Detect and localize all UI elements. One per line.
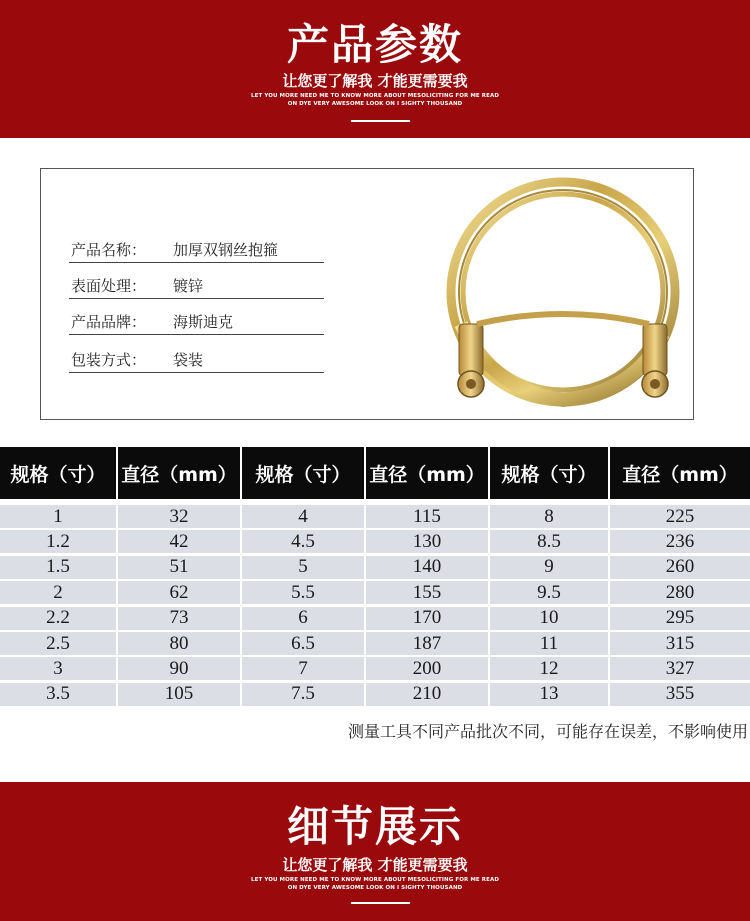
table-cell-diameter-2: 210 [366,683,488,706]
info-label: 产品品牌： [71,313,147,331]
table-header-spec-2: 规格（寸） [242,447,364,499]
bottom-banner [0,782,750,921]
table-cell-diameter-2: 115 [366,505,488,528]
table-cell-spec-3: 13 [490,683,608,706]
table-header-spec-3: 规格（寸） [490,447,608,499]
table-cell-diameter-1: 51 [118,556,240,579]
table-cell-spec-3: 12 [490,657,608,680]
table-cell-diameter-2: 170 [366,607,488,630]
table-cell-diameter-3: 280 [610,581,750,604]
table-cell-diameter-3: 315 [610,632,750,655]
table-cell-spec-1: 1.2 [0,530,116,553]
table-cell-diameter-1: 62 [118,581,240,604]
table-cell-spec-3: 11 [490,632,608,655]
info-label: 包装方式： [71,351,147,369]
table-cell-spec-3: 8.5 [490,530,608,553]
info-value: 袋装 [173,351,204,369]
bottom-banner-subtitle: 让您更了解我 才能更需要我 [282,856,468,874]
table-header-row [0,447,750,499]
info-value: 海斯迪克 [173,313,234,331]
table-cell-spec-3: 9 [490,556,608,579]
top-banner-divider [351,120,410,122]
top-banner-english-line1: LET YOU MORE NEED ME TO KNOW MORE ABOUT MESOLICITING FOR ME READ [250,93,500,99]
table-cell-diameter-1: 73 [118,607,240,630]
table-cell-spec-2: 7 [242,657,364,680]
top-banner-english-line2: ON DYE VERY AWESOME LOOK ON I SIGHTY THOUSAND [287,101,463,107]
table-cell-spec-2: 5 [242,556,364,579]
hose-clamp-image [431,174,681,414]
table-cell-diameter-1: 80 [118,632,240,655]
table-cell-diameter-2: 155 [366,581,488,604]
table-cell-diameter-2: 140 [366,556,488,579]
bottom-banner-divider [351,902,410,904]
table-cell-diameter-3: 327 [610,657,750,680]
table-header-diameter-3: 直径（mm） [610,447,750,499]
table-cell-diameter-3: 295 [610,607,750,630]
table-cell-diameter-1: 32 [118,505,240,528]
info-label: 表面处理： [71,277,147,295]
table-cell-spec-2: 4 [242,505,364,528]
bottom-banner-title: 细节展示 [286,802,463,851]
table-cell-diameter-3: 225 [610,505,750,528]
info-value: 加厚双钢丝抱箍 [173,241,279,259]
table-cell-spec-1: 1 [0,505,116,528]
table-cell-spec-1: 2 [0,581,116,604]
table-cell-spec-3: 9.5 [490,581,608,604]
info-row-brand [69,309,324,335]
table-cell-spec-3: 10 [490,607,608,630]
measurement-note: 测量工具不同产品批次不同，可能存在误差，不影响使用 [347,722,748,741]
table-cell-diameter-1: 42 [118,530,240,553]
table-cell-spec-2: 4.5 [242,530,364,553]
top-banner [0,0,750,138]
table-cell-diameter-3: 236 [610,530,750,553]
table-cell-spec-1: 3 [0,657,116,680]
table-cell-spec-2: 6.5 [242,632,364,655]
table-cell-diameter-3: 260 [610,556,750,579]
table-cell-spec-1: 2.5 [0,632,116,655]
info-row-packaging [69,347,324,373]
info-row-surface [69,273,324,299]
table-cell-diameter-2: 187 [366,632,488,655]
table-cell-spec-1: 3.5 [0,683,116,706]
table-cell-diameter-3: 355 [610,683,750,706]
table-cell-diameter-1: 90 [118,657,240,680]
top-banner-title: 产品参数 [286,20,463,69]
table-cell-spec-1: 2.2 [0,607,116,630]
top-banner-subtitle: 让您更了解我 才能更需要我 [282,72,468,90]
info-value: 镀锌 [173,277,204,295]
table-cell-diameter-2: 200 [366,657,488,680]
bottom-banner-english-line1: LET YOU MORE NEED ME TO KNOW MORE ABOUT MESOLICITING FOR ME READ [250,877,500,883]
info-label: 产品名称： [71,241,147,259]
table-cell-spec-2: 5.5 [242,581,364,604]
top-banner-english [0,92,750,108]
info-row-name [69,237,324,263]
table-cell-diameter-1: 105 [118,683,240,706]
table-cell-spec-3: 8 [490,505,608,528]
table-cell-spec-1: 1.5 [0,556,116,579]
table-cell-spec-2: 6 [242,607,364,630]
table-header-diameter-2: 直径（mm） [366,447,488,499]
bottom-banner-english [0,876,750,892]
table-header-diameter-1: 直径（mm） [118,447,240,499]
table-cell-diameter-2: 130 [366,530,488,553]
product-info-box [40,168,694,420]
table-cell-spec-2: 7.5 [242,683,364,706]
bottom-banner-english-line2: ON DYE VERY AWESOME LOOK ON I SIGHTY THOUSAND [287,885,463,891]
table-header-spec-1: 规格（寸） [0,447,116,499]
